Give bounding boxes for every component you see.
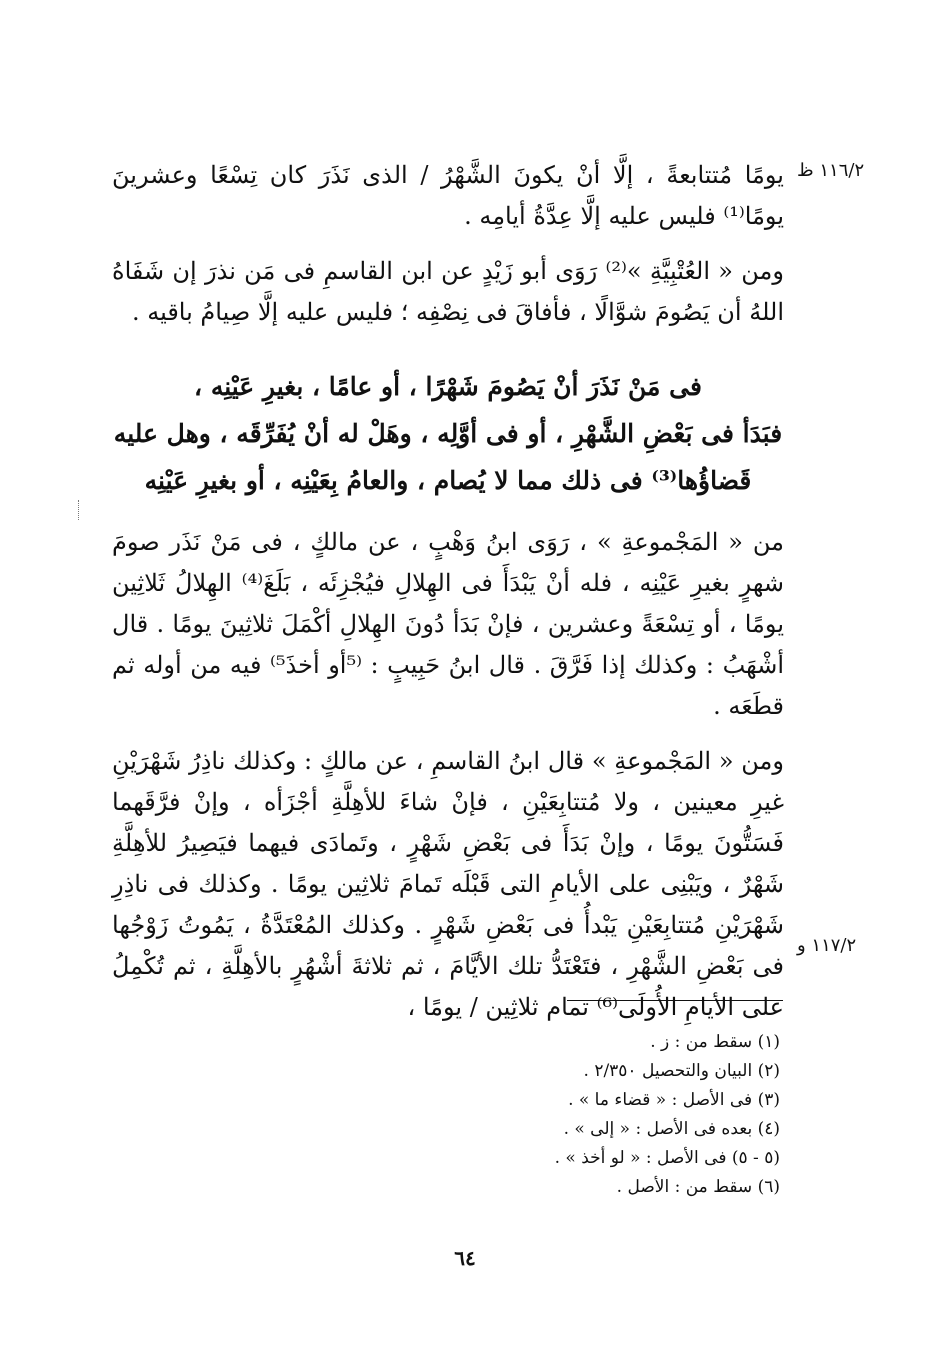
- footnote: (٣) فى الأصل : « قضاء ما » .: [568, 1090, 780, 1110]
- section-heading: [112, 363, 784, 504]
- margin-folio-note: ١١٧/٢ و: [797, 935, 857, 956]
- footnote: (١) سقط من : ز .: [650, 1032, 780, 1052]
- footnote: (٦) سقط من : الأصل .: [616, 1177, 780, 1197]
- heading-line: قَضاؤُها⁽³⁾ فى ذلك مما لا يُصام ، والعامُ بِعَيْنِه ، أو بغيرِ عَيْنِه: [144, 466, 752, 495]
- heading-line: فى مَنْ نَذَرَ أنْ يَصُومَ شَهْرًا ، أو عامًا ، بغيرِ عَيْنِه ،: [194, 372, 702, 401]
- paragraph: يومًا مُتتابعةً ، إلَّا أنْ يكونَ الشَّهْرُ / الذى نَذَرَ كان تِسْعًا وعشرينَ يومًا⁽¹⁾ فليس عليه إلَّا عِدَّةُ أيامِه .: [112, 161, 784, 230]
- footnote: (٤) بعده فى الأصل : « إلى » .: [563, 1119, 780, 1139]
- bottom-text-block: [112, 522, 784, 1028]
- paragraph: ومن « العُتْبِيَّةِ »⁽²⁾ رَوَى أبو زَيْدٍ عن ابن القاسمِ فى مَن نذرَ إن شَفَاهُ اللهُ أن يَصُومَ شوَّالًا ، فأفاقَ فى نِصْفِه ؛ فليس عليه إلَّا صِيامُ باقيه .: [112, 257, 785, 326]
- footnote: (٢) البيان والتحصيل ٢/٣٥٠ .: [583, 1061, 780, 1081]
- paragraph: من « المَجْموعةِ » ، رَوَى ابنُ وَهْبٍ ، عن مالكٍ ، فى مَنْ نَذَر صومَ شهرٍ بغيرِ عَيْنِه ، فله أنْ يَبْدَأَ فى الهِلالِ فيُجْزِئَه ، بَلَغَ⁽⁴⁾ الهِلالُ ثَلاثِين يومًا ، أو تِسْعَةً وعشرين ، فإنْ بَدَأ دُونَ الهِلالِ أكْمَلَ ثلاثِينَ يومًا . قال أشْهَبُ : وكذلك إذا فَرَّقَ . قال ابنُ حَبِيبٍ : ⁽⁵أو أخذَ⁵⁾ فيه من أوله ثم قطَعَه .: [112, 528, 784, 720]
- footnote-separator: [567, 1000, 783, 1001]
- footnotes: [300, 1028, 780, 1202]
- footnote: (٥ - ٥) فى الأصل : « لو أخذ » .: [554, 1148, 780, 1168]
- top-text-block: [112, 155, 784, 333]
- margin-tick: [78, 500, 80, 520]
- paragraph: ومن « المَجْموعةِ » قال ابنُ القاسمِ ، عن مالكٍ : وكذلك ناذِرُ شَهْرَيْنِ غيرِ معينين ، ولا مُتتابِعَيْنِ ، فإنْ شاءَ للأهِلَّةِ أجْزَأه ، وإنْ فرَّقَهما فَسَتُّونَ يومًا ، وإنْ بَدَأَ فى بَعْضِ شَهْرٍ ، وتَمادَى فيهما فيَصِيرُ للأهِلَّةِ شَهْرٌ ، ويَبْنِى على الأيامِ التى قَبْلَه تَمامَ ثلاثِين يومًا . وكذلك فى ناذِرِ شَهْرَيْنِ مُتتابِعَيْنِ يَبْدأُ فى بَعْضِ شَهْرٍ . وكذلك المُعْتَدَّةُ ، يَمُوتُ زَوْجُها فى بَعْضِ الشَّهْرِ ، فتَعْتَدُّ تلك الأيَّامَ ، ثم ثلاثةَ أشْهُرٍ بالأهِلَّةِ ، ثم تُكْمِلُ على الأيامِ الأُولَى⁽⁶⁾ تمام ثلاثِين / يومًا ،: [112, 747, 784, 1021]
- page-number: ٦٤: [454, 1246, 476, 1270]
- heading-line: فبَدَأ فى بَعْضِ الشَّهْرِ ، أو فى أوَّلِه ، وهَلْ له أنْ يُفَرِّقَه ، وهل عليه: [113, 419, 783, 448]
- margin-folio-note: ١١٦/٢ ظ: [797, 160, 865, 181]
